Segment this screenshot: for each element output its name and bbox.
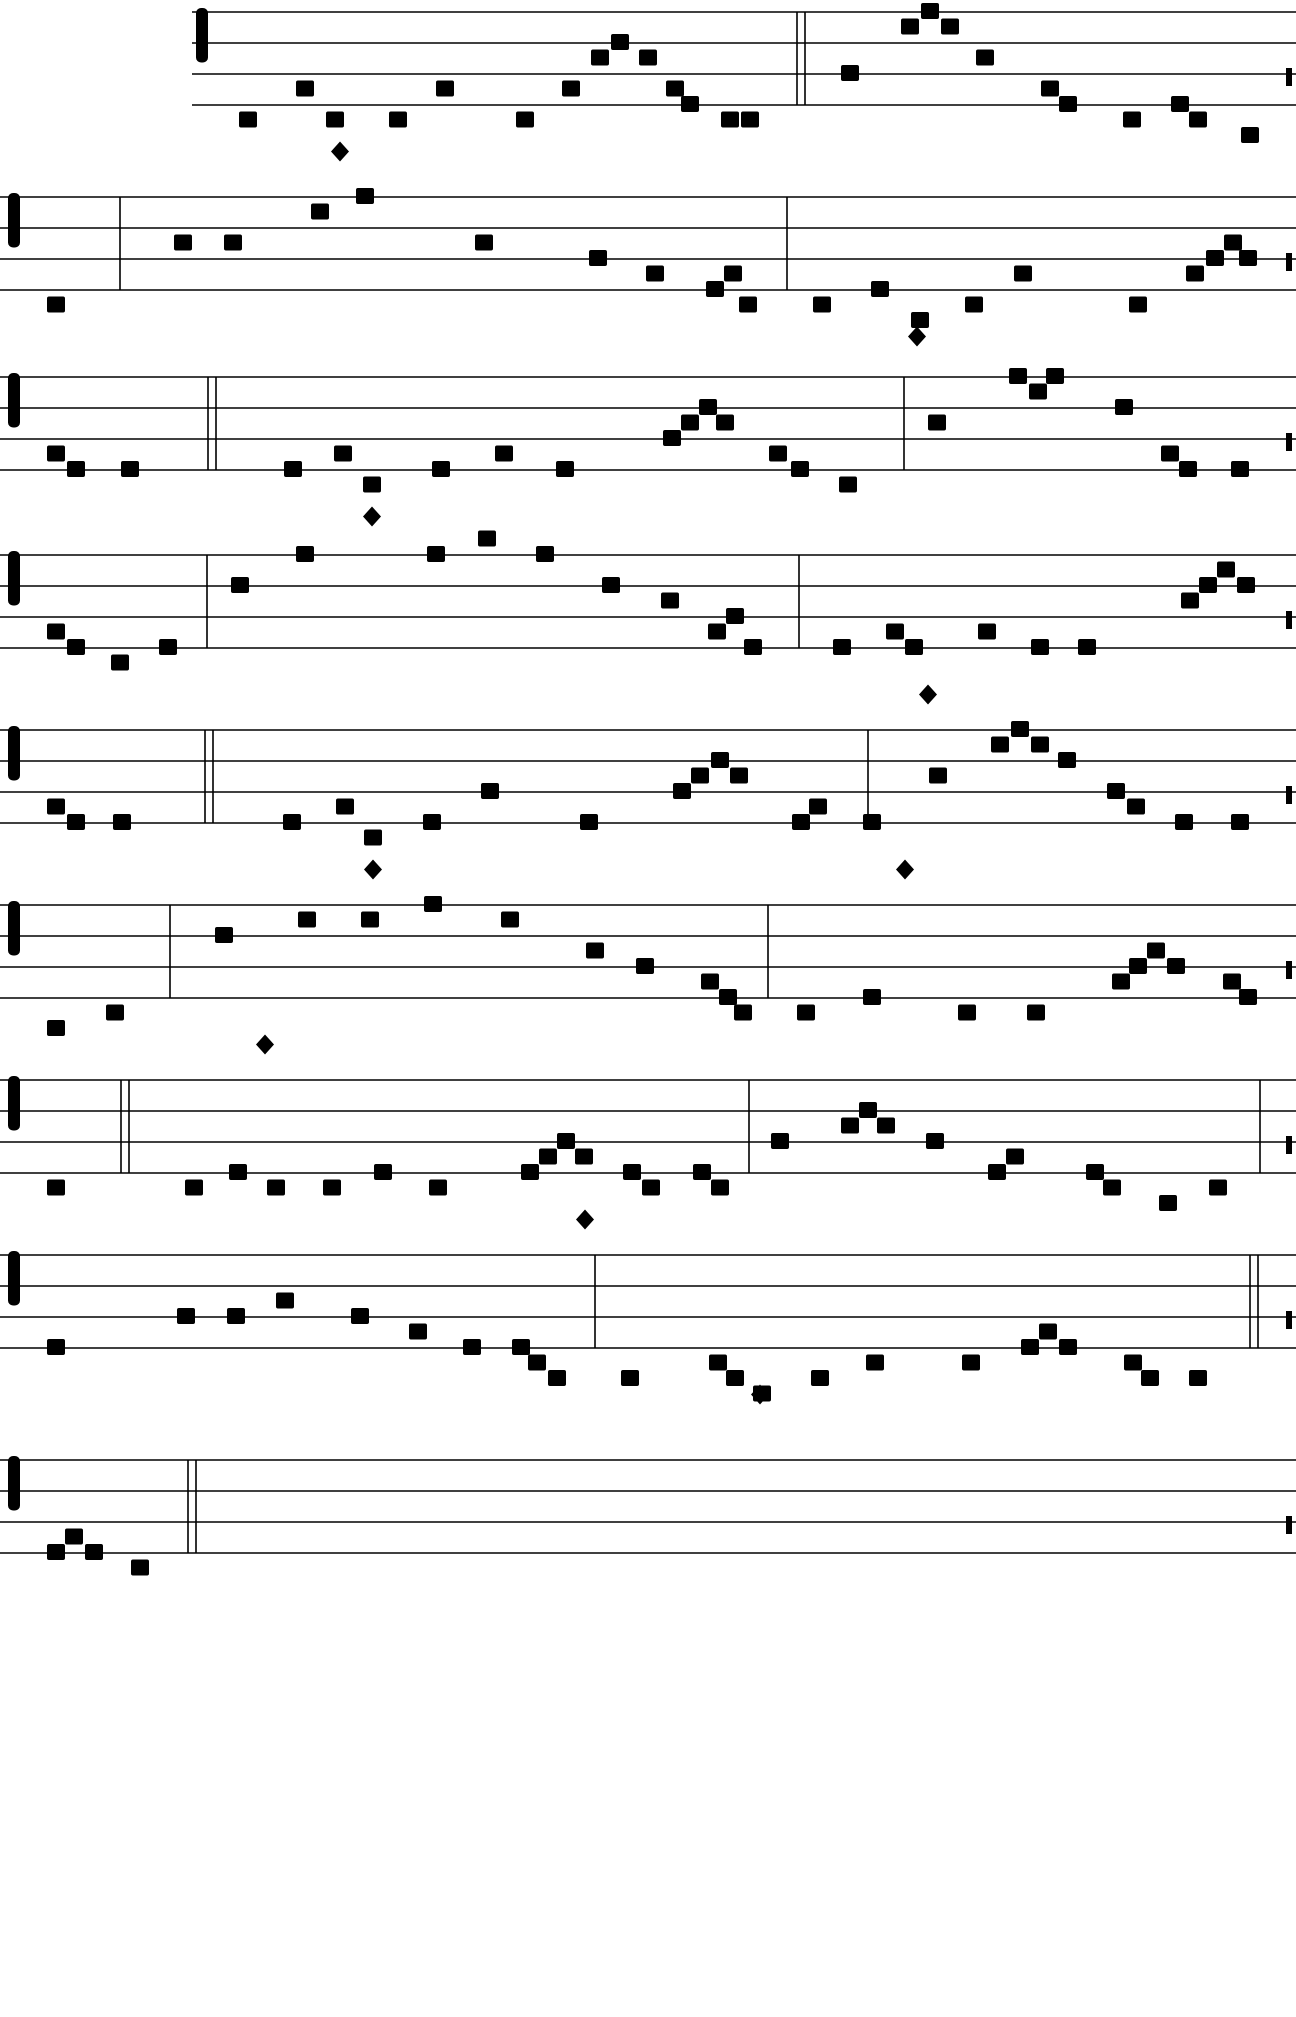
neume-note — [976, 50, 994, 66]
neume-note — [866, 1355, 884, 1371]
neume-note — [1186, 266, 1204, 282]
neume-note — [1009, 368, 1027, 384]
c-clef-icon — [8, 551, 20, 606]
neume-note — [691, 768, 709, 784]
neume-note — [639, 50, 657, 66]
staff-1 — [192, 3, 1296, 162]
neume-note — [724, 266, 742, 282]
neume-note — [1021, 1339, 1039, 1355]
neume-note — [589, 250, 607, 266]
neume-note — [1039, 1324, 1057, 1340]
neume-note — [1175, 814, 1193, 830]
neume-note — [227, 1308, 245, 1324]
neume-note — [47, 799, 65, 815]
neume-note — [708, 624, 726, 640]
neume-note — [699, 399, 717, 415]
neume-note — [1011, 721, 1029, 737]
neume-note — [871, 281, 889, 297]
neume-note — [47, 297, 65, 313]
neume-note — [432, 461, 450, 477]
neume-note — [424, 896, 442, 912]
neume-note — [928, 415, 946, 431]
neume-note — [1107, 783, 1125, 799]
neume-note — [65, 1529, 83, 1545]
neume-note — [901, 19, 919, 35]
neume-note — [356, 188, 374, 204]
neume-note — [681, 415, 699, 431]
neume-note — [1217, 562, 1235, 578]
neume-note — [711, 752, 729, 768]
c-clef-icon — [8, 1076, 20, 1131]
neume-note — [121, 461, 139, 477]
neume-note — [67, 814, 85, 830]
neume-note — [1029, 384, 1047, 400]
neume-note — [841, 1118, 859, 1134]
neume-note — [1078, 639, 1096, 655]
neume-note — [611, 34, 629, 50]
neume-note — [1031, 639, 1049, 655]
neume-note — [429, 1180, 447, 1196]
neume-note — [771, 1133, 789, 1149]
c-clef-icon — [8, 193, 20, 248]
neume-note — [113, 814, 131, 830]
staff-5 — [0, 721, 1296, 880]
neume-note — [1231, 461, 1249, 477]
neume-note — [1167, 958, 1185, 974]
neume-note — [1237, 577, 1255, 593]
neume-note — [174, 235, 192, 251]
custos — [1286, 611, 1292, 629]
neume-note — [512, 1339, 530, 1355]
staff-7 — [0, 1076, 1296, 1230]
neume-note — [1161, 446, 1179, 462]
custos — [1286, 253, 1292, 271]
neume-note — [463, 1339, 481, 1355]
neume-note — [1179, 461, 1197, 477]
neume-note — [734, 1005, 752, 1021]
neume-note — [621, 1370, 639, 1386]
neume-note — [769, 446, 787, 462]
neume-note — [47, 1339, 65, 1355]
rhombus-note — [576, 1210, 594, 1230]
neume-note — [536, 546, 554, 562]
neume-note — [389, 112, 407, 128]
neume-note — [921, 3, 939, 19]
neume-note — [721, 112, 739, 128]
neume-note — [557, 1133, 575, 1149]
neume-note — [1041, 81, 1059, 97]
neume-note — [1199, 577, 1217, 593]
neume-note — [797, 1005, 815, 1021]
neume-note — [478, 531, 496, 547]
neume-note — [965, 297, 983, 313]
neume-note — [941, 19, 959, 35]
neume-note — [711, 1180, 729, 1196]
neume-note — [1124, 1355, 1142, 1371]
neume-note — [591, 50, 609, 66]
rhombus-note — [364, 860, 382, 880]
neume-note — [1189, 112, 1207, 128]
neume-note — [334, 446, 352, 462]
neume-note — [886, 624, 904, 640]
neume-note — [1123, 112, 1141, 128]
neume-note — [239, 112, 257, 128]
neume-note — [813, 297, 831, 313]
neume-note — [1129, 297, 1147, 313]
neume-note — [716, 415, 734, 431]
neume-note — [296, 546, 314, 562]
neume-note — [636, 958, 654, 974]
neume-note — [1223, 974, 1241, 990]
staff-9 — [0, 1456, 1296, 1576]
neume-note — [47, 446, 65, 462]
neume-note — [1031, 737, 1049, 753]
neume-note — [1239, 250, 1257, 266]
neume-note — [642, 1180, 660, 1196]
neume-note — [177, 1308, 195, 1324]
neume-note — [298, 912, 316, 928]
c-clef-icon — [8, 373, 20, 428]
neume-note — [978, 624, 996, 640]
c-clef-icon — [8, 726, 20, 781]
neume-note — [336, 799, 354, 815]
neume-note — [556, 461, 574, 477]
neume-note — [1014, 266, 1032, 282]
neume-note — [661, 593, 679, 609]
neume-note — [681, 96, 699, 112]
neume-note — [958, 1005, 976, 1021]
neume-note — [926, 1133, 944, 1149]
neume-note — [364, 830, 382, 846]
neume-note — [1103, 1180, 1121, 1196]
c-clef-icon — [8, 901, 20, 956]
c-clef-icon — [8, 1251, 20, 1306]
staff-2 — [0, 188, 1296, 347]
neume-note — [693, 1164, 711, 1180]
neume-note — [602, 577, 620, 593]
neume-note — [730, 768, 748, 784]
neume-note — [863, 989, 881, 1005]
neume-note — [283, 814, 301, 830]
neume-note — [516, 112, 534, 128]
neume-note — [326, 112, 344, 128]
neume-note — [284, 461, 302, 477]
neume-note — [67, 461, 85, 477]
neume-note — [1059, 96, 1077, 112]
custos — [1286, 1516, 1292, 1534]
neume-note — [726, 608, 744, 624]
neume-note — [841, 65, 859, 81]
neume-note — [1239, 989, 1257, 1005]
rhombus-note — [363, 507, 381, 527]
neume-note — [792, 814, 810, 830]
custos — [1286, 1136, 1292, 1154]
neume-note — [47, 1544, 65, 1560]
neume-note — [562, 81, 580, 97]
neume-note — [475, 235, 493, 251]
neume-note — [276, 1293, 294, 1309]
neume-note — [991, 737, 1009, 753]
neume-note — [1224, 235, 1242, 251]
neume-note — [215, 927, 233, 943]
neume-note — [1181, 593, 1199, 609]
neume-note — [905, 639, 923, 655]
staff-8 — [0, 1251, 1296, 1405]
neume-note — [1112, 974, 1130, 990]
staff-3 — [0, 368, 1296, 527]
neume-note — [528, 1355, 546, 1371]
neume-note — [575, 1149, 593, 1165]
neume-note — [811, 1370, 829, 1386]
neume-note — [1189, 1370, 1207, 1386]
neume-note — [1147, 943, 1165, 959]
neume-note — [1206, 250, 1224, 266]
neume-note — [423, 814, 441, 830]
neume-note — [646, 266, 664, 282]
neume-note — [1059, 1339, 1077, 1355]
neume-note — [1129, 958, 1147, 974]
neume-note — [323, 1180, 341, 1196]
neume-note — [47, 1020, 65, 1036]
neume-note — [361, 912, 379, 928]
neume-note — [839, 477, 857, 493]
neume-note — [911, 312, 929, 328]
neume-note — [701, 974, 719, 990]
neume-note — [231, 577, 249, 593]
neume-note — [1086, 1164, 1104, 1180]
neume-note — [47, 1180, 65, 1196]
neume-note — [363, 477, 381, 493]
neume-note — [1141, 1370, 1159, 1386]
neume-note — [436, 81, 454, 97]
neume-note — [159, 639, 177, 655]
neume-note — [85, 1544, 103, 1560]
neume-note — [311, 204, 329, 220]
neume-note — [673, 783, 691, 799]
custos — [1286, 1311, 1292, 1329]
rhombus-note — [331, 142, 349, 162]
neume-note — [427, 546, 445, 562]
neume-note — [111, 655, 129, 671]
neume-note — [1046, 368, 1064, 384]
c-clef-icon — [8, 1456, 20, 1511]
neume-note — [1115, 399, 1133, 415]
neume-note — [521, 1164, 539, 1180]
neume-note — [374, 1164, 392, 1180]
neume-note — [663, 430, 681, 446]
neume-note — [988, 1164, 1006, 1180]
neume-note — [67, 639, 85, 655]
neume-note — [863, 814, 881, 830]
rhombus-note — [896, 860, 914, 880]
custos — [1286, 961, 1292, 979]
neume-note — [833, 639, 851, 655]
custos — [1286, 786, 1292, 804]
neume-note — [809, 799, 827, 815]
neume-note — [709, 1355, 727, 1371]
neume-note — [739, 297, 757, 313]
rhombus-note — [256, 1035, 274, 1055]
neume-note — [1231, 814, 1249, 830]
neume-note — [1209, 1180, 1227, 1196]
staff-6 — [0, 896, 1296, 1055]
neume-note — [501, 912, 519, 928]
neume-note — [877, 1118, 895, 1134]
neume-note — [791, 461, 809, 477]
neume-note — [1058, 752, 1076, 768]
neume-note — [1241, 127, 1259, 143]
neume-note — [548, 1370, 566, 1386]
neume-note — [351, 1308, 369, 1324]
neume-note — [859, 1102, 877, 1118]
neume-note — [741, 112, 759, 128]
neume-note — [586, 943, 604, 959]
neume-note — [719, 989, 737, 1005]
rhombus-note — [908, 327, 926, 347]
neume-note — [744, 639, 762, 655]
neume-note — [495, 446, 513, 462]
neume-note — [929, 768, 947, 784]
staff-4 — [0, 531, 1296, 705]
neume-note — [131, 1560, 149, 1576]
neume-note — [1127, 799, 1145, 815]
rhombus-note — [919, 685, 937, 705]
custos — [1286, 433, 1292, 451]
neume-note — [1159, 1195, 1177, 1211]
neume-note — [1027, 1005, 1045, 1021]
neume-note — [962, 1355, 980, 1371]
neume-note — [296, 81, 314, 97]
neume-note — [539, 1149, 557, 1165]
neume-note — [229, 1164, 247, 1180]
neume-note — [47, 624, 65, 640]
neume-note — [580, 814, 598, 830]
neume-note — [1171, 96, 1189, 112]
neume-note — [185, 1180, 203, 1196]
neume-note — [666, 81, 684, 97]
neume-note — [1006, 1149, 1024, 1165]
neume-note — [726, 1370, 744, 1386]
neume-note — [481, 783, 499, 799]
neume-note — [623, 1164, 641, 1180]
neume-note — [224, 235, 242, 251]
neume-note — [706, 281, 724, 297]
neume-note — [267, 1180, 285, 1196]
c-clef-icon — [196, 8, 208, 63]
custos — [1286, 68, 1292, 86]
neume-note — [409, 1324, 427, 1340]
neume-note — [106, 1005, 124, 1021]
